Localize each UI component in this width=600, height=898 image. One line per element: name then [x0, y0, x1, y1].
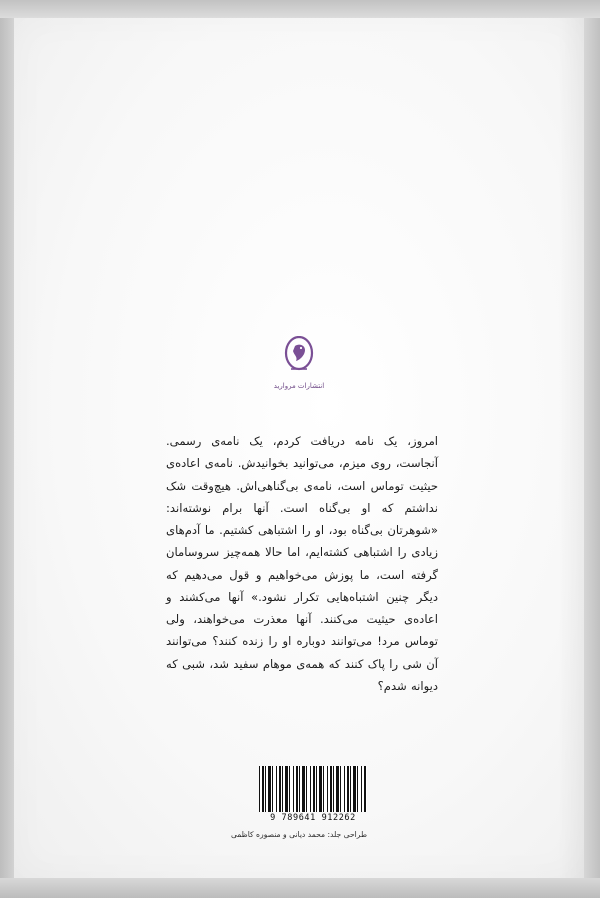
publisher-block	[14, 336, 584, 390]
back-cover-blurb-text: امروز، یک نامه دریافت کردم، یک نامه‌ی رسمی. آنجاست، روی میزم، می‌توانید بخوانیدش. نامه‌ی اعاده‌ی حیثیت توماس است، نامه‌ی بی‌گناهی‌اش. هیچ‌وقت شک نداشتم که او بی‌گناه است. آنها برام نوشته‌اند: «شوهرتان بی‌گناه بود، او را اشتباهی کشتیم. ما آدم‌های زیادی را اشتباهی کشته‌ایم، اما حالا همه‌چیز سروسامان گرفته است، ما پوزش می‌خواهیم و قول می‌دهیم که دیگر چنین اشتباه‌هایی تکرار نشود.» آنها می‌کشند و اعاده‌ی حیثیت می‌کنند. آنها معذرت می‌خواهند، ولی توماس مرد! می‌توانند دوباره او را زنده کنند؟ می‌توانند آن شی را پاک کنند که همه‌ی موهام سفید شد، شبی که دیوانه شدم؟	[166, 434, 438, 693]
photo-frame-bottom	[0, 878, 600, 898]
barcode-block	[259, 766, 367, 823]
barcode-stripes-icon	[259, 766, 367, 812]
cover-surface	[14, 18, 584, 878]
photo-frame-top	[0, 0, 600, 18]
barcode-digits: 9 789641 912262	[270, 813, 356, 823]
dove-in-circle-logo-icon	[281, 336, 317, 378]
photo-frame-left	[0, 0, 14, 898]
cover-design-credit: طراحی جلد: محمد دیانی و منصوره کاظمی	[230, 830, 368, 839]
photo-frame-right	[584, 0, 600, 898]
publisher-name: انتشارات مروارید	[273, 382, 325, 390]
